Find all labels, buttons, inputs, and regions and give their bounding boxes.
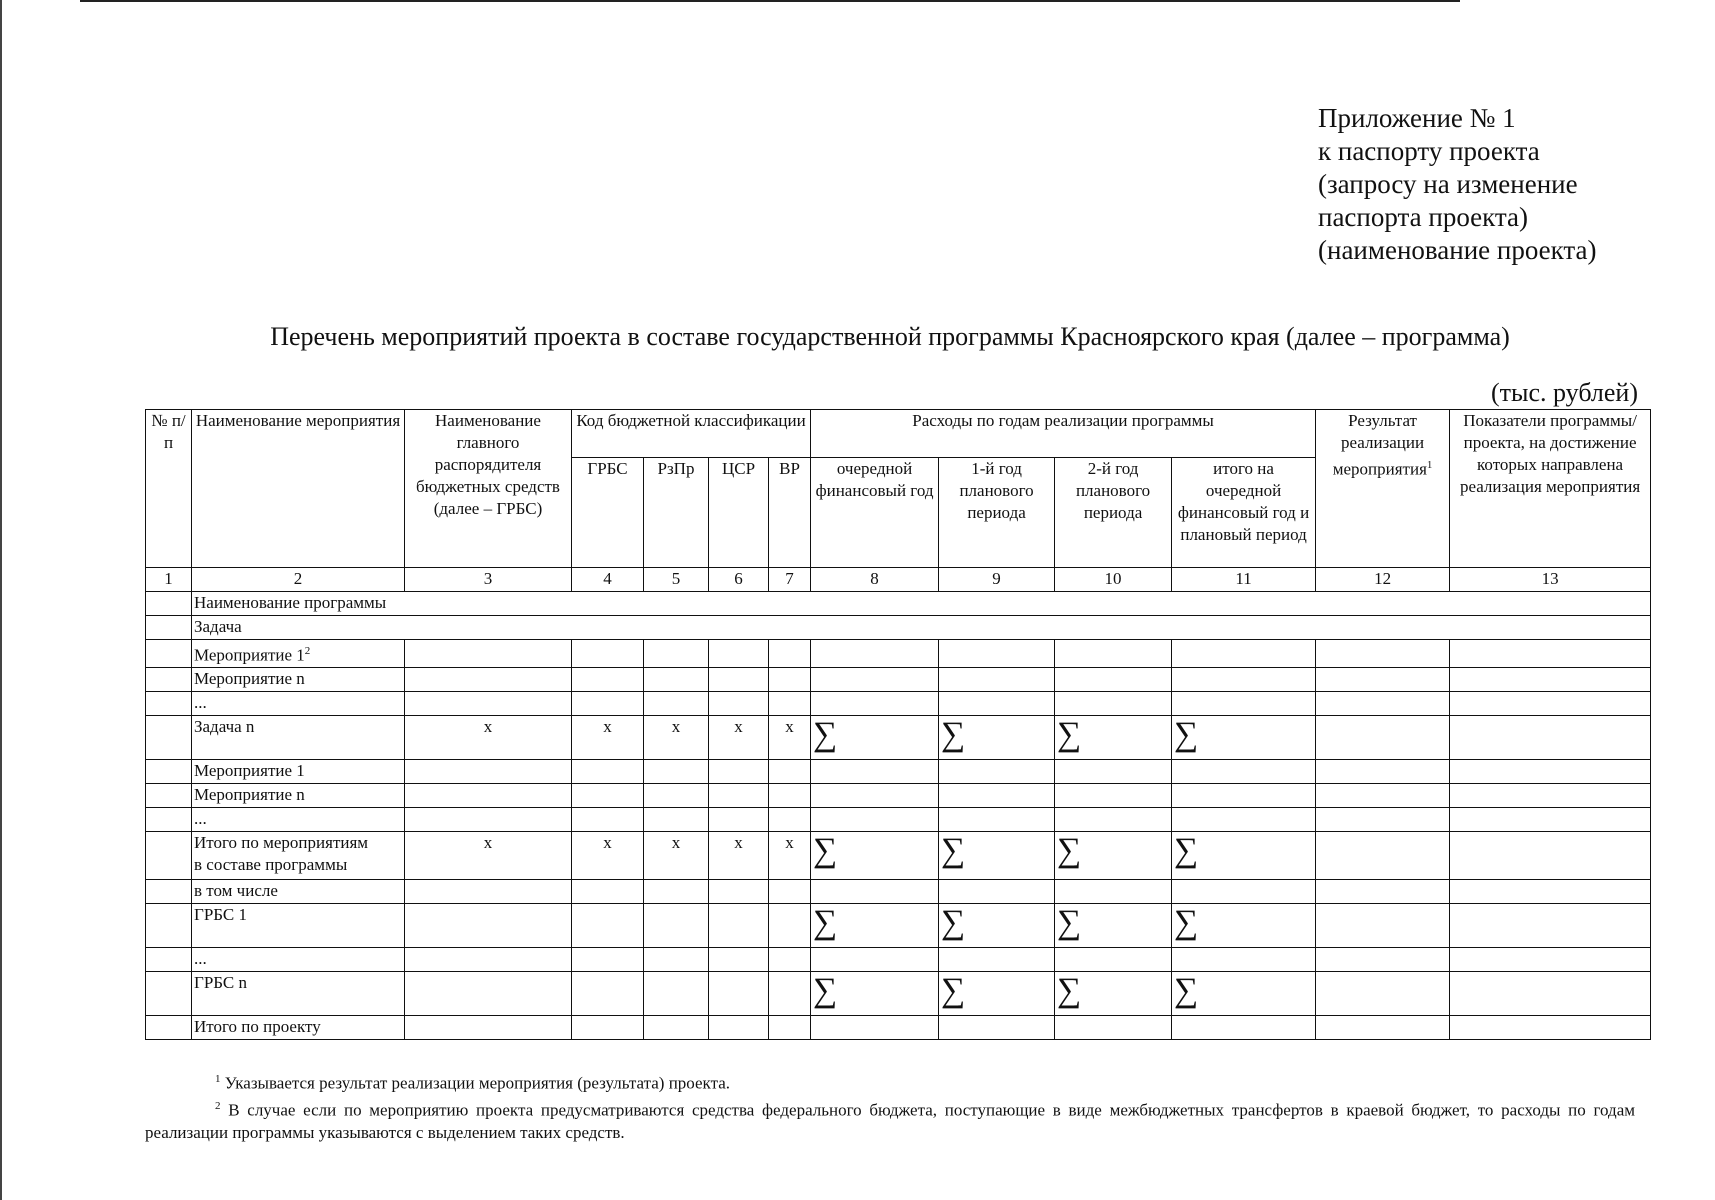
sum-symbol: ∑ — [1172, 971, 1316, 1015]
table-cell — [769, 783, 811, 807]
table-cell — [572, 691, 644, 715]
table-cell — [572, 947, 644, 971]
table-cell — [709, 903, 769, 947]
table-cell — [709, 947, 769, 971]
table-cell — [405, 667, 572, 691]
table-cell — [1450, 715, 1651, 759]
row-label: в составе программы — [194, 854, 348, 874]
table-cell — [1450, 691, 1651, 715]
table-cell — [572, 879, 644, 903]
x-mark: x — [572, 715, 644, 759]
sum-symbol: ∑ — [1055, 715, 1172, 759]
table-cell — [1450, 667, 1651, 691]
header-rzpr: РзПр — [644, 458, 709, 568]
table-cell — [1316, 831, 1450, 879]
header-indicators: Показатели программы/проекта, на достижение которых направлена реализация мероприятия — [1450, 410, 1651, 568]
table-cell — [1172, 691, 1316, 715]
table-cell — [572, 783, 644, 807]
table-cell — [644, 667, 709, 691]
table-cell — [1450, 947, 1651, 971]
table-cell — [572, 807, 644, 831]
footnote-ref: 1 — [1426, 459, 1433, 471]
table-cell — [709, 667, 769, 691]
col-number: 13 — [1450, 568, 1651, 592]
table-cell — [1055, 879, 1172, 903]
header-year0: очередной финансовый год — [811, 458, 939, 568]
row-event-n: Мероприятие n — [192, 783, 405, 807]
table-cell — [1450, 971, 1651, 1015]
appendix-note — [1318, 102, 1597, 267]
table-cell — [1450, 759, 1651, 783]
table-cell — [146, 1015, 192, 1039]
table-cell — [405, 879, 572, 903]
header-result-text: Результат реализации мероприятия — [1332, 411, 1427, 479]
x-mark: x — [572, 831, 644, 879]
table-cell — [1316, 667, 1450, 691]
table-cell — [1450, 783, 1651, 807]
header-code: Код бюджетной классификации — [572, 410, 811, 458]
table-cell — [572, 1015, 644, 1039]
header-result — [1316, 410, 1450, 568]
table-cell — [811, 947, 939, 971]
header-csr: ЦСР — [709, 458, 769, 568]
col-number: 5 — [644, 568, 709, 592]
sum-symbol: ∑ — [1172, 831, 1316, 879]
table-cell — [644, 807, 709, 831]
table-cell — [146, 903, 192, 947]
table-cell — [811, 759, 939, 783]
header-year1: 1-й год планового периода — [939, 458, 1055, 568]
sum-symbol: ∑ — [1172, 715, 1316, 759]
document-title: Перечень мероприятий проекта в составе государственной программы Красноярского края (далее – программа) — [270, 322, 1510, 351]
table-cell — [644, 783, 709, 807]
table-cell — [1316, 640, 1450, 668]
table-cell — [644, 879, 709, 903]
table-cell — [1055, 759, 1172, 783]
table-cell — [709, 879, 769, 903]
row-event-1 — [192, 640, 405, 668]
footnote-1 — [145, 1068, 1635, 1095]
x-mark: x — [405, 831, 572, 879]
table-cell — [146, 640, 192, 668]
table-cell — [1055, 783, 1172, 807]
table-cell — [1316, 783, 1450, 807]
events-table — [145, 409, 1651, 1040]
table-cell — [146, 667, 192, 691]
table-cell — [405, 759, 572, 783]
table-cell — [1055, 667, 1172, 691]
sum-symbol: ∑ — [939, 903, 1055, 947]
table-cell — [1450, 831, 1651, 879]
table-cell — [939, 691, 1055, 715]
table-cell — [769, 667, 811, 691]
row-label: Итого по мероприятиям — [194, 832, 369, 852]
table-cell — [405, 807, 572, 831]
table-cell — [1172, 947, 1316, 971]
col-number: 11 — [1172, 568, 1316, 592]
table-cell — [1172, 879, 1316, 903]
table-cell — [1172, 783, 1316, 807]
row-including: в том числе — [192, 879, 405, 903]
row-label: Мероприятие 1 — [194, 645, 305, 665]
table-cell — [644, 947, 709, 971]
table-cell — [1316, 903, 1450, 947]
table-cell — [146, 879, 192, 903]
table-cell — [1316, 1015, 1450, 1039]
sum-symbol: ∑ — [1055, 903, 1172, 947]
appendix-line: Приложение № 1 — [1318, 103, 1516, 133]
col-number: 4 — [572, 568, 644, 592]
table-cell — [1450, 1015, 1651, 1039]
row-event-1: Мероприятие 1 — [192, 759, 405, 783]
col-number: 10 — [1055, 568, 1172, 592]
table-cell — [1450, 807, 1651, 831]
table-cell — [146, 783, 192, 807]
footnotes — [145, 1068, 1635, 1144]
header-name: Наименование мероприятия — [192, 410, 405, 568]
header-year2: 2-й год планового периода — [1055, 458, 1172, 568]
left-border-line — [0, 0, 2, 1200]
table-cell — [572, 667, 644, 691]
units-label: (тыс. рублей) — [1490, 378, 1638, 407]
table-cell — [811, 691, 939, 715]
footnote-number: 1 — [215, 1073, 221, 1085]
col-number: 7 — [769, 568, 811, 592]
table-cell — [146, 807, 192, 831]
table-cell — [572, 903, 644, 947]
table-cell — [1450, 640, 1651, 668]
table-cell — [1055, 640, 1172, 668]
row-task-n: Задача n — [192, 715, 405, 759]
sum-symbol: ∑ — [939, 831, 1055, 879]
table-cell — [709, 640, 769, 668]
table-cell — [709, 691, 769, 715]
table-cell — [572, 759, 644, 783]
table-cell — [811, 807, 939, 831]
table-cell — [709, 783, 769, 807]
sum-symbol: ∑ — [811, 715, 939, 759]
x-mark: x — [769, 715, 811, 759]
table-cell — [644, 1015, 709, 1039]
footnote-number: 2 — [215, 1099, 221, 1112]
table-cell — [1316, 691, 1450, 715]
table-cell — [709, 807, 769, 831]
table-cell — [939, 947, 1055, 971]
sum-symbol: ∑ — [939, 715, 1055, 759]
table-cell — [1316, 947, 1450, 971]
table-cell — [405, 903, 572, 947]
row-ellipsis: ... — [192, 807, 405, 831]
x-mark: x — [769, 831, 811, 879]
table-cell — [405, 691, 572, 715]
footnote-ref: 2 — [304, 645, 311, 657]
col-number: 1 — [146, 568, 192, 592]
table-cell — [1316, 759, 1450, 783]
table-cell — [405, 783, 572, 807]
sum-symbol: ∑ — [811, 903, 939, 947]
table-cell — [1316, 807, 1450, 831]
header-expenses: Расходы по годам реализации программы — [811, 410, 1316, 458]
table-cell — [1172, 807, 1316, 831]
row-ellipsis: ... — [192, 947, 405, 971]
col-number: 9 — [939, 568, 1055, 592]
table-cell — [644, 759, 709, 783]
table-cell — [1172, 759, 1316, 783]
table-cell — [769, 879, 811, 903]
table-cell — [146, 947, 192, 971]
row-grbs-n: ГРБС n — [192, 971, 405, 1015]
x-mark: x — [644, 831, 709, 879]
table-cell — [709, 759, 769, 783]
table-cell — [405, 640, 572, 668]
sum-symbol: ∑ — [811, 831, 939, 879]
table-cell — [939, 667, 1055, 691]
footnote-2 — [145, 1095, 1635, 1145]
table-cell — [811, 783, 939, 807]
col-number: 8 — [811, 568, 939, 592]
sum-symbol: ∑ — [1055, 831, 1172, 879]
col-number: 6 — [709, 568, 769, 592]
footnote-text: В случае если по мероприятию проекта предусматриваются средства федерального бюджета, поступающие в виде межбюджетных трансфертов в краевой бюджет, то расходы по годам реализации программы указываются с выделением таких средств. — [145, 1100, 1635, 1143]
table-cell — [1316, 879, 1450, 903]
table-cell — [939, 759, 1055, 783]
table-cell — [769, 971, 811, 1015]
table-cell — [769, 640, 811, 668]
table-cell — [1316, 715, 1450, 759]
table-cell — [146, 715, 192, 759]
table-cell — [146, 831, 192, 879]
header-grbs-name: Наименование главного распорядителя бюджетных средств (далее – ГРБС) — [405, 410, 572, 568]
table-cell — [405, 947, 572, 971]
footnote-text: Указывается результат реализации мероприятия (результата) проекта. — [224, 1073, 731, 1093]
table-cell — [1055, 807, 1172, 831]
table-cell — [939, 640, 1055, 668]
table-cell — [769, 903, 811, 947]
table-cell — [939, 1015, 1055, 1039]
col-number: 12 — [1316, 568, 1450, 592]
table-cell — [644, 903, 709, 947]
table-cell — [146, 971, 192, 1015]
table-cell — [769, 1015, 811, 1039]
table-cell — [146, 691, 192, 715]
row-total-project: Итого по проекту — [192, 1015, 405, 1039]
x-mark: x — [644, 715, 709, 759]
table-cell — [1172, 640, 1316, 668]
table-cell — [1172, 1015, 1316, 1039]
sum-symbol: ∑ — [1055, 971, 1172, 1015]
table-cell — [405, 971, 572, 1015]
x-mark: x — [709, 831, 769, 879]
x-mark: x — [405, 715, 572, 759]
sum-symbol: ∑ — [939, 971, 1055, 1015]
table-cell — [572, 971, 644, 1015]
sum-symbol: ∑ — [1172, 903, 1316, 947]
header-vr: ВР — [769, 458, 811, 568]
table-cell — [939, 807, 1055, 831]
row-total-events — [192, 831, 405, 879]
header-num: № п/п — [146, 410, 192, 568]
row-program: Наименование программы — [192, 592, 1651, 616]
table-cell — [1055, 691, 1172, 715]
table-cell — [1450, 879, 1651, 903]
table-cell — [146, 592, 192, 616]
table-cell — [709, 971, 769, 1015]
table-cell — [811, 879, 939, 903]
table-cell — [939, 879, 1055, 903]
table-cell — [939, 783, 1055, 807]
table-cell — [769, 807, 811, 831]
row-ellipsis: ... — [192, 691, 405, 715]
table-cell — [644, 640, 709, 668]
table-cell — [769, 947, 811, 971]
table-cell — [146, 616, 192, 640]
header-grbs: ГРБС — [572, 458, 644, 568]
row-event-n: Мероприятие n — [192, 667, 405, 691]
table-cell — [769, 691, 811, 715]
table-cell — [811, 1015, 939, 1039]
table-cell — [146, 759, 192, 783]
table-cell — [1172, 667, 1316, 691]
table-cell — [811, 640, 939, 668]
row-grbs-1: ГРБС 1 — [192, 903, 405, 947]
sum-symbol: ∑ — [811, 971, 939, 1015]
table-cell — [644, 691, 709, 715]
table-cell — [811, 667, 939, 691]
table-cell — [1055, 947, 1172, 971]
x-mark: x — [709, 715, 769, 759]
table-cell — [1055, 1015, 1172, 1039]
table-cell — [644, 971, 709, 1015]
table-cell — [405, 1015, 572, 1039]
table-cell — [572, 640, 644, 668]
table-cell — [769, 759, 811, 783]
top-border-line — [80, 0, 1460, 2]
appendix-line: (наименование проекта) — [1318, 235, 1597, 265]
table-cell — [709, 1015, 769, 1039]
appendix-line: к паспорту проекта — [1318, 136, 1540, 166]
header-total: итого на очередной финансовый год и плановый период — [1172, 458, 1316, 568]
appendix-line: (запросу на изменение — [1318, 169, 1578, 199]
row-task: Задача — [192, 616, 1651, 640]
table-cell — [1316, 971, 1450, 1015]
col-number: 2 — [192, 568, 405, 592]
col-number: 3 — [405, 568, 572, 592]
appendix-line: паспорта проекта) — [1318, 202, 1529, 232]
table-cell — [1450, 903, 1651, 947]
